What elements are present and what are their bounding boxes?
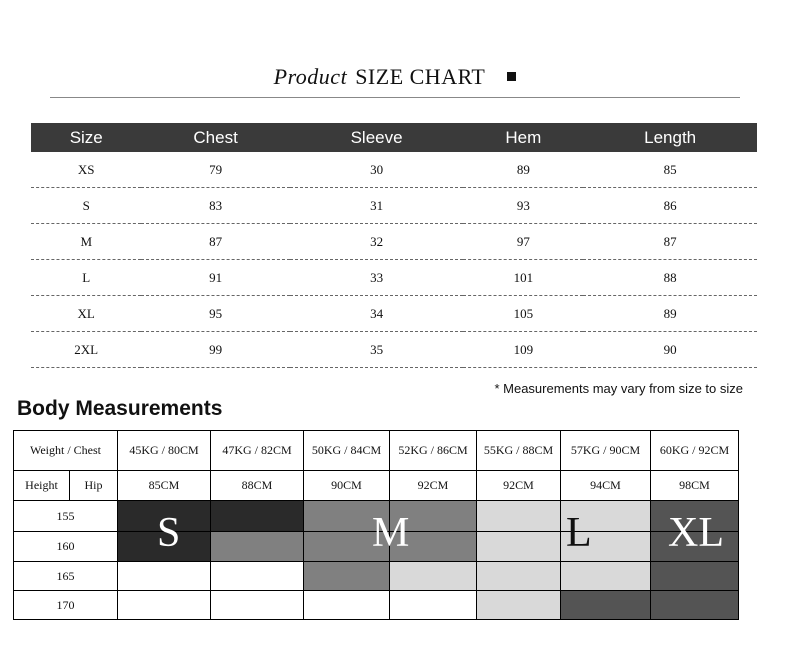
hip-cell: 90CM <box>304 471 390 501</box>
size-cell <box>561 562 651 591</box>
table-cell: 2XL <box>31 332 141 368</box>
size-cell <box>211 501 304 532</box>
table-cell: 93 <box>463 188 583 224</box>
hip-cell: 94CM <box>561 471 651 501</box>
table-cell: XL <box>31 296 141 332</box>
col-header: Length <box>583 123 757 152</box>
height-label: Height <box>14 471 70 501</box>
table-cell: 89 <box>583 296 757 332</box>
size-table-header <box>31 123 757 152</box>
size-cell <box>651 591 739 620</box>
title-main: SIZE CHART <box>355 64 486 89</box>
hip-cell: 85CM <box>118 471 211 501</box>
table-cell: 95 <box>141 296 289 332</box>
table-cell: 83 <box>141 188 289 224</box>
table-row <box>31 224 757 260</box>
table-cell: XS <box>31 152 141 188</box>
table-cell: S <box>31 188 141 224</box>
table-cell: 31 <box>290 188 464 224</box>
hip-cell: 92CM <box>390 471 477 501</box>
table-cell: 97 <box>463 224 583 260</box>
size-cell <box>118 562 211 591</box>
height-cell: 170 <box>14 591 118 620</box>
table-cell: 86 <box>583 188 757 224</box>
table-cell: 33 <box>290 260 464 296</box>
size-cell <box>477 532 561 562</box>
height-cell: 160 <box>14 532 118 562</box>
chart-title <box>0 64 790 90</box>
col-header: Size <box>31 123 141 152</box>
size-cell <box>304 591 390 620</box>
table-cell: 90 <box>583 332 757 368</box>
table-row <box>31 296 757 332</box>
weight-chest-label: Weight / Chest <box>14 431 118 471</box>
height-row <box>14 591 739 620</box>
table-row <box>31 188 757 224</box>
table-cell: 99 <box>141 332 289 368</box>
table-cell: 32 <box>290 224 464 260</box>
weight-chest-cell: 47KG / 82CM <box>211 431 304 471</box>
size-letter-xl: XL <box>668 510 724 556</box>
col-header: Chest <box>141 123 289 152</box>
body-measurements-title: Body Measurements <box>17 397 223 420</box>
table-cell: 91 <box>141 260 289 296</box>
measurement-note: * Measurements may vary from size to size <box>494 381 743 396</box>
size-letter-m: M <box>372 510 410 556</box>
title-italic: Product <box>273 64 348 89</box>
table-cell: 85 <box>583 152 757 188</box>
size-cell <box>561 591 651 620</box>
col-header: Sleeve <box>290 123 464 152</box>
table-cell: M <box>31 224 141 260</box>
table-row <box>31 332 757 368</box>
size-letter-l: L <box>566 510 592 556</box>
height-cell: 165 <box>14 562 118 591</box>
size-cell <box>390 591 477 620</box>
table-cell: 34 <box>290 296 464 332</box>
weight-chest-cell: 55KG / 88CM <box>477 431 561 471</box>
size-cell <box>211 562 304 591</box>
weight-chest-cell: 52KG / 86CM <box>390 431 477 471</box>
height-row <box>14 562 739 591</box>
hip-label: Hip <box>70 471 118 501</box>
hip-cell: 92CM <box>477 471 561 501</box>
weight-chest-cell: 50KG / 84CM <box>304 431 390 471</box>
size-cell <box>118 591 211 620</box>
hip-cell: 98CM <box>651 471 739 501</box>
weight-chest-cell: 57KG / 90CM <box>561 431 651 471</box>
table-cell: L <box>31 260 141 296</box>
size-cell <box>390 562 477 591</box>
table-cell: 109 <box>463 332 583 368</box>
size-cell <box>304 562 390 591</box>
table-cell: 87 <box>141 224 289 260</box>
table-cell: 30 <box>290 152 464 188</box>
size-cell <box>477 501 561 532</box>
hip-cell: 88CM <box>211 471 304 501</box>
size-table <box>31 123 757 368</box>
table-cell: 105 <box>463 296 583 332</box>
table-cell: 79 <box>141 152 289 188</box>
size-cell <box>651 562 739 591</box>
height-cell: 155 <box>14 501 118 532</box>
table-cell: 89 <box>463 152 583 188</box>
square-bullet-icon <box>507 72 516 81</box>
weight-chest-row <box>14 431 739 471</box>
table-cell: 87 <box>583 224 757 260</box>
table-cell: 35 <box>290 332 464 368</box>
size-cell <box>477 591 561 620</box>
title-divider <box>50 97 740 98</box>
table-row <box>31 152 757 188</box>
size-cell <box>211 532 304 562</box>
weight-chest-cell: 60KG / 92CM <box>651 431 739 471</box>
table-cell: 88 <box>583 260 757 296</box>
weight-chest-cell: 45KG / 80CM <box>118 431 211 471</box>
hip-row <box>14 471 739 501</box>
size-cell <box>211 591 304 620</box>
size-letter-s: S <box>157 510 181 556</box>
table-row <box>31 260 757 296</box>
table-cell: 101 <box>463 260 583 296</box>
col-header: Hem <box>463 123 583 152</box>
size-cell <box>477 562 561 591</box>
